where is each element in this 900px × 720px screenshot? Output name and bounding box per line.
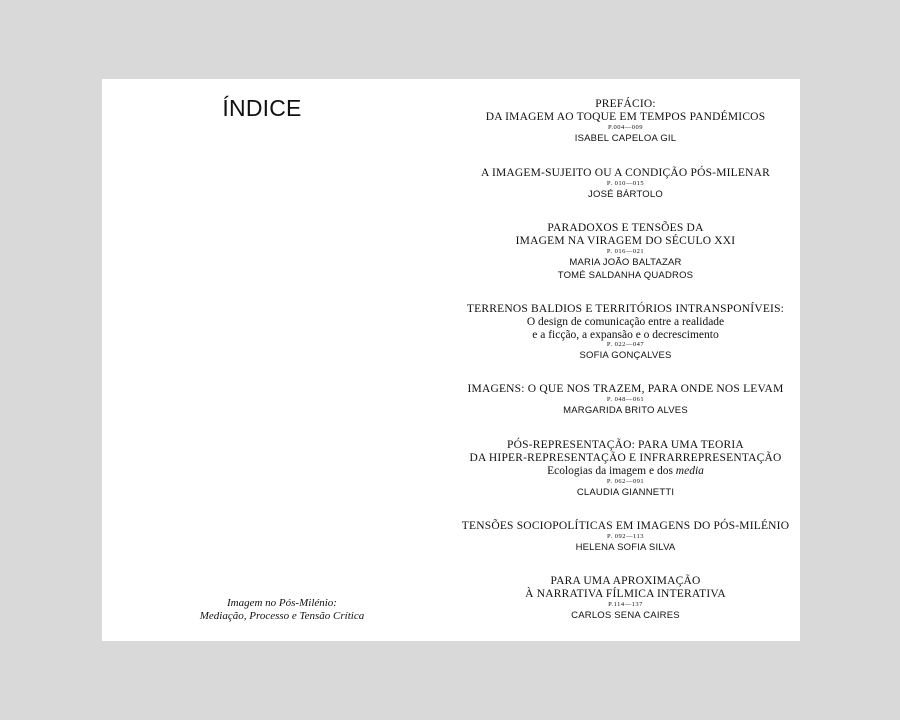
entry-pages: P.004—009 xyxy=(607,124,644,131)
book-title-line: Mediação, Processo e Tensão Crítica xyxy=(199,610,365,622)
entry-pages: P. 092—113 xyxy=(607,533,644,540)
page-title: ÍNDICE xyxy=(222,95,302,121)
toc-entry-prefacio xyxy=(451,98,800,145)
entry-pages: P. 022—047 xyxy=(606,341,645,348)
entry-author: ISABEL CAPELOA GIL xyxy=(574,133,677,144)
entry-pages: P. 062—091 xyxy=(606,477,645,485)
entry-subtitle-italic: media xyxy=(675,465,704,477)
entry-heading: TENSÕES SOCIOPOLÍTICAS EM IMAGENS DO PÓS-MILÉNIO xyxy=(461,520,790,532)
entry-heading: DA HIPER-REPRESENTAÇÃO E INFRARREPRESENTAÇÃO xyxy=(469,452,782,464)
book-title-line: Imagem no Pós-Milénio: xyxy=(227,597,337,609)
toc-entry-pos-representacao xyxy=(451,439,800,499)
entry-author: MARGARIDA BRITO ALVES xyxy=(563,405,688,416)
entry-subtitle xyxy=(451,465,800,478)
toc-entry-imagens xyxy=(451,383,800,417)
entry-author: CLAUDIA GIANNETTI xyxy=(576,486,675,498)
entry-author: TOMÉ SALDANHA QUADROS xyxy=(557,270,694,281)
entry-heading: PÓS-REPRESENTAÇÃO: PARA UMA TEORIA xyxy=(507,439,744,451)
toc-entry-narrativa-filmica xyxy=(451,575,800,622)
entry-subtitle: e a ficção, a expansão e o decrescimento xyxy=(532,328,719,341)
entry-heading: IMAGEM NA VIRAGEM DO SÉCULO XXI xyxy=(515,235,736,247)
entry-pages: P. 016—021 xyxy=(606,248,645,255)
toc-entry-terrenos-baldios xyxy=(451,303,800,362)
toc-entry-tensoes xyxy=(451,520,800,554)
entry-heading: PARA UMA APROXIMAÇÃO xyxy=(550,575,701,587)
toc-entry-paradoxos xyxy=(451,222,800,282)
left-page xyxy=(102,79,451,641)
entry-pages: P. 048—061 xyxy=(606,396,645,403)
entry-author: SOFIA GONÇALVES xyxy=(579,350,672,361)
right-page xyxy=(451,79,800,641)
entry-author: HELENA SOFIA SILVA xyxy=(575,542,676,553)
entry-pages: P.114—137 xyxy=(608,601,643,608)
entry-heading: PREFÁCIO: xyxy=(595,98,656,110)
book-spread xyxy=(102,79,800,641)
entry-subtitle: O design de comunicação entre a realidade xyxy=(526,316,725,328)
book-title xyxy=(102,597,462,623)
toc-entry-imagem-sujeito xyxy=(451,167,800,201)
entry-author: JOSÉ BÁRTOLO xyxy=(588,189,663,200)
entry-author: CARLOS SENA CAIRES xyxy=(571,610,680,621)
entry-heading: TERRENOS BALDIOS E TERRITÓRIOS INTRANSPONÍVEIS: xyxy=(466,303,785,315)
entry-subtitle-text: Ecologias da imagem e dos xyxy=(547,465,676,477)
entry-heading: PARADOXOS E TENSÕES DA xyxy=(547,222,704,234)
entry-pages: P. 010—015 xyxy=(606,180,645,187)
entry-heading: A IMAGEM-SUJEITO OU A CONDIÇÃO PÓS-MILENAR xyxy=(481,167,770,179)
entry-heading: À NARRATIVA FÍLMICA INTERATIVA xyxy=(525,588,726,600)
entry-author: MARIA JOÃO BALTAZAR xyxy=(569,257,682,268)
entry-heading: DA IMAGEM AO TOQUE EM TEMPOS PANDÉMICOS xyxy=(485,111,766,123)
entry-heading: IMAGENS: O QUE NOS TRAZEM, PARA ONDE NOS LEVAM xyxy=(467,383,784,395)
